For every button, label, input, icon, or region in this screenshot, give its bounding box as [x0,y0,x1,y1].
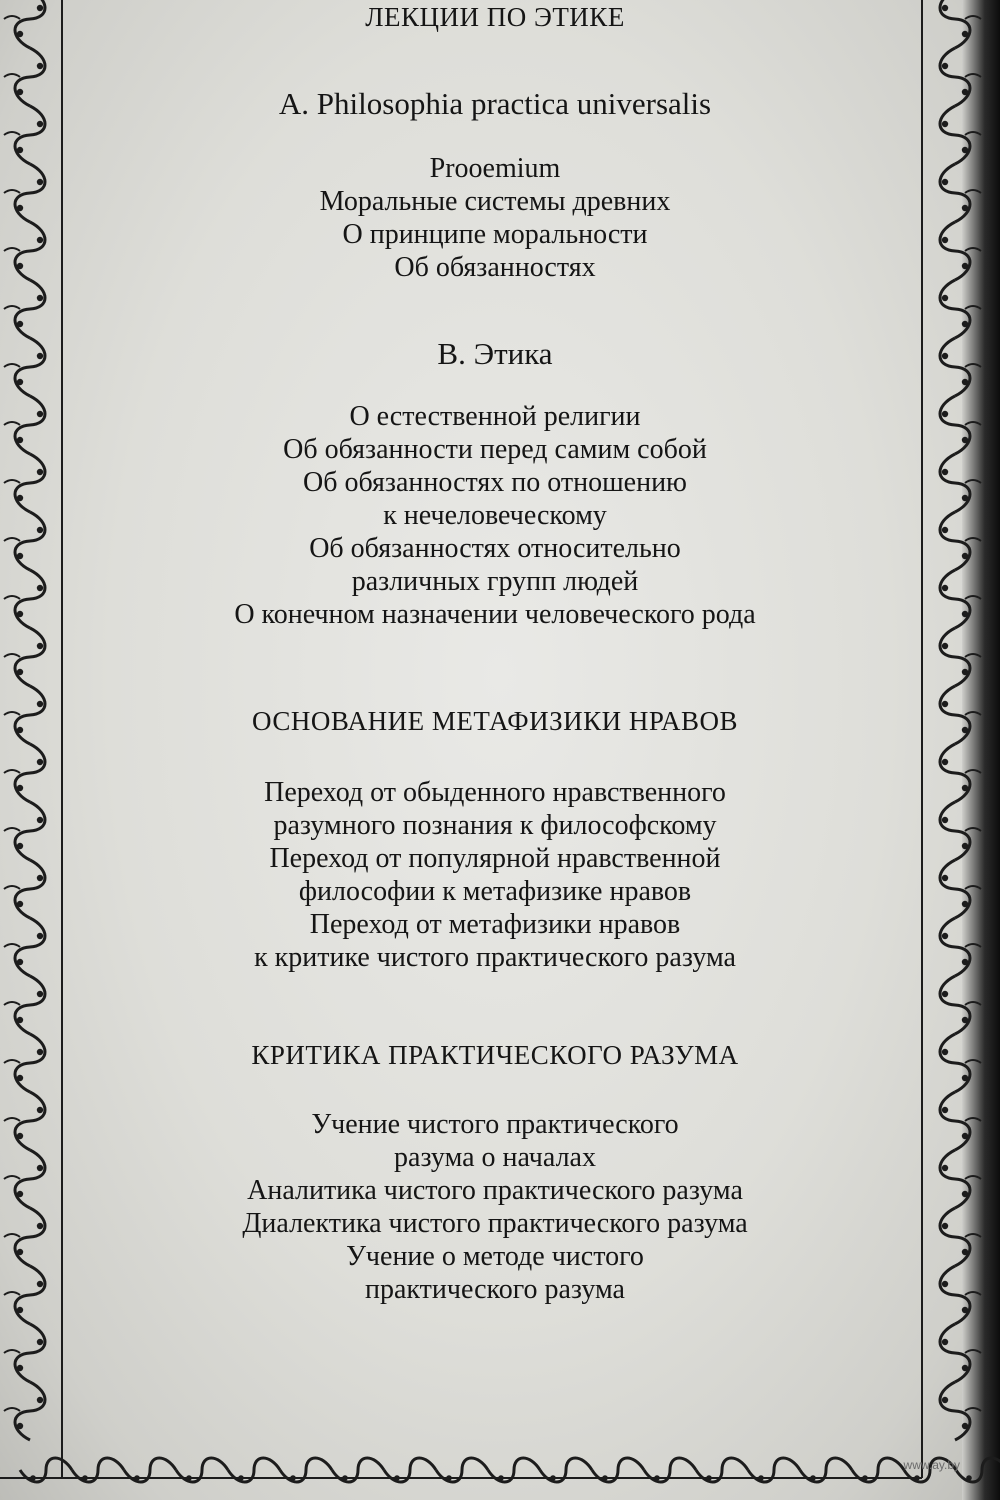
lectures-title: ЛЕКЦИИ ПО ЭТИКЕ [365,2,625,32]
part-a [110,86,880,122]
part-a-title: A. Philosophia practica universalis [278,86,712,121]
critique-section [110,1040,880,1071]
list-item: Аналитика чистого практического разума [247,1175,743,1206]
part-b [110,336,880,372]
list-item: различных групп людей [351,566,639,597]
critique-list [110,1108,880,1306]
list-item: разумного познания к философскому [273,810,717,841]
list-item: О принципе моральности [342,219,648,250]
part-b-title: B. Этика [437,336,553,371]
list-item: Переход от популярной нравственной [269,843,721,874]
list-item: разума о началах [394,1142,596,1173]
list-item: практического разума [365,1274,625,1305]
watermark: www.ay.by [903,1458,960,1472]
list-item: Prooemium [429,153,561,184]
groundwork-list [110,776,880,974]
list-item: О конечном назначении человеческого рода [234,599,756,630]
list-item: Об обязанностях [394,252,596,283]
list-item: Об обязанности перед самим собой [283,434,707,465]
list-item: философии к метафизике нравов [298,876,692,907]
groundwork-section [110,706,880,737]
list-item: Переход от обыденного нравственного [264,777,726,808]
critique-title: КРИТИКА ПРАКТИЧЕСКОГО РАЗУМА [251,1040,739,1070]
part-b-list [110,400,880,631]
list-item: к нечеловеческому [383,500,607,531]
list-item: к критике чистого практического разума [254,942,736,973]
list-item: О естественной религии [349,401,641,432]
list-item: Моральные системы древних [319,186,671,217]
list-item: Диалектика чистого практического разума [242,1208,748,1239]
list-item: Учение чистого практического [311,1109,679,1140]
lectures-section [110,2,880,33]
groundwork-title: ОСНОВАНИЕ МЕТАФИЗИКИ НРАВОВ [251,706,738,736]
list-item: Учение о методе чистого [346,1241,644,1272]
part-a-list [110,152,880,284]
list-item: Об обязанностях по отношению [303,467,687,498]
list-item: Об обязанностях относительно [309,533,681,564]
list-item: Переход от метафизики нравов [309,909,681,940]
